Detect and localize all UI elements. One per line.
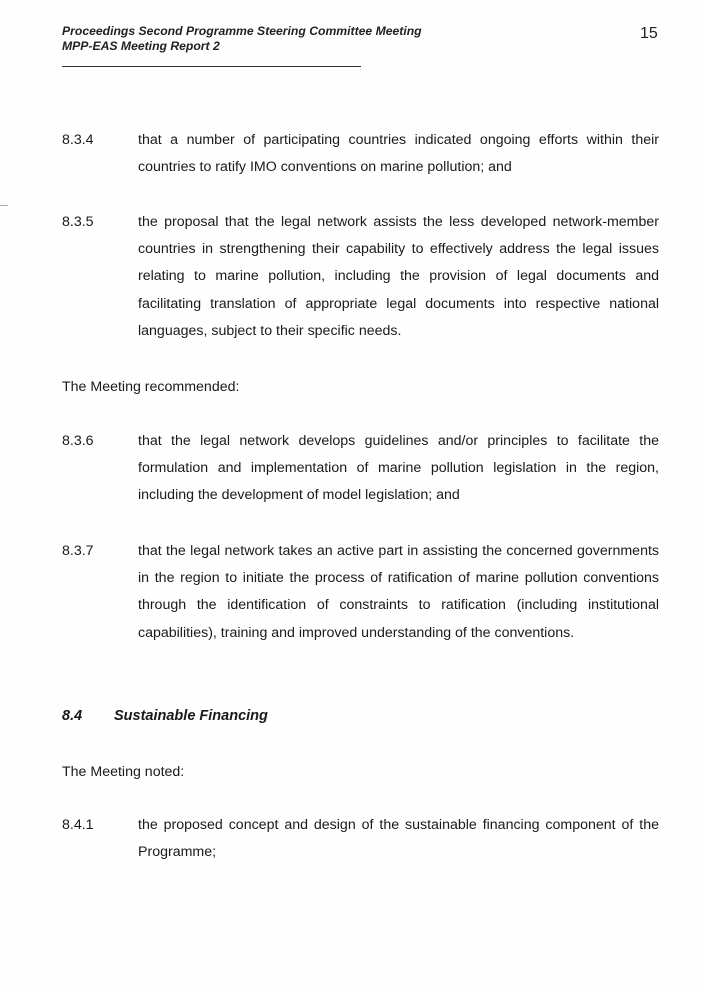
paragraph-number: 8.3.4 <box>62 132 94 148</box>
scan-mark <box>0 205 8 206</box>
section-number: 8.4 <box>62 708 83 724</box>
paragraph-number: 8.4.1 <box>62 817 94 833</box>
paragraph-text: that the legal network develops guidelines and/or principles to facilitate the formulation and implementation of marine pollution legislation in the region, including the development of model legislation; and <box>138 433 659 504</box>
page-number: 15 <box>640 25 658 42</box>
header-rule <box>62 66 361 67</box>
paragraph-text: the proposal that the legal network assists the less developed network-member countries in strengthening their capability to effectively address the legal issues relating to marine pollution, including the provision of legal documents and facilitating translation of appropriate legal documents into respective national languages, subject to their specific needs. <box>138 214 659 339</box>
section-title: Sustainable Financing <box>114 708 268 724</box>
paragraph-number: 8.3.6 <box>62 433 94 449</box>
header-title: Proceedings Second Programme Steering Committee Meeting <box>62 24 422 38</box>
header-subtitle: MPP-EAS Meeting Report 2 <box>62 39 220 53</box>
paragraph-text: the proposed concept and design of the sustainable financing component of the Programme; <box>138 817 659 861</box>
recommended-intro: The Meeting recommended: <box>62 379 240 395</box>
paragraph-text: that the legal network takes an active part in assisting the concerned governments in the region to initiate the process of ratification of marine pollution conventions through the identification of constraints to ratification (including institutional capabilities), training and improved understanding of the conventions. <box>138 543 659 641</box>
noted-intro: The Meeting noted: <box>62 764 185 780</box>
paragraph-text: that a number of participating countries indicated ongoing efforts within their countries to ratify IMO conventions on marine pollution; and <box>138 132 659 176</box>
running-header <box>62 24 422 54</box>
paragraph-number: 8.3.7 <box>62 543 94 559</box>
paragraph-number: 8.3.5 <box>62 214 94 230</box>
